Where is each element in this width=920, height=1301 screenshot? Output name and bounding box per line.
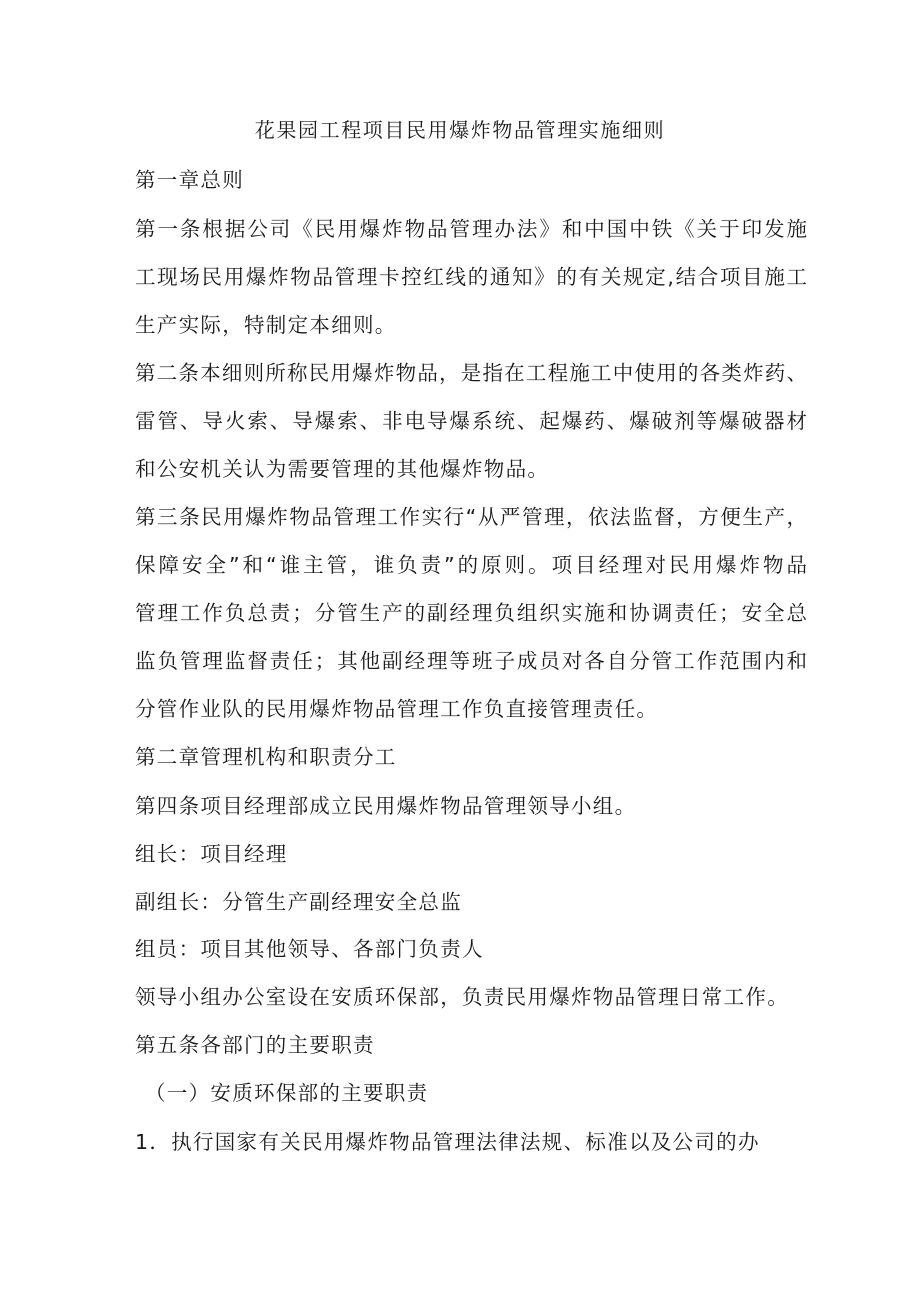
paragraph-line: 监负管理监督责任；其他副经理等班子成员对各自分管工作范围内和	[135, 649, 807, 673]
paragraph-line: 副组长：分管生产副经理安全总监	[135, 890, 462, 914]
document-title: 花果园工程项目民用爆炸物品管理实施细则	[254, 118, 666, 142]
paragraph-line: 第二条本细则所称民用爆炸物品，是指在工程施工中使用的各类炸药、	[135, 361, 807, 385]
paragraph-line: 第三条民用爆炸物品管理工作实行“从严管理，依法监督，方便生产，	[135, 505, 807, 529]
paragraph-line: 领导小组办公室设在安质环保部，负责民用爆炸物品管理日常工作。	[135, 985, 789, 1009]
chapter-heading: 第一章总则	[135, 168, 244, 192]
paragraph-line: 组长：项目经理	[135, 842, 288, 866]
paragraph-line: 分管作业队的民用爆炸物品管理工作负直接管理责任。	[135, 697, 659, 721]
paragraph-line: 保障安全”和“谁主管，谁负责”的原则。项目经理对民用爆炸物品	[135, 553, 807, 577]
list-item: 1．执行国家有关民用爆炸物品管理法律法规、标准以及公司的办	[135, 1130, 760, 1154]
paragraph-line: 生产实际，特制定本细则。	[135, 313, 397, 337]
paragraph-line: 管理工作负总责；分管生产的副经理负组织实施和协调责任；安全总	[135, 601, 807, 625]
paragraph-line: 雷管、导火索、导爆索、非电导爆系统、起爆药、爆破剂等爆破器材	[135, 409, 807, 433]
chapter-heading: 第二章管理机构和职责分工	[135, 745, 397, 769]
paragraph-line: 组员：项目其他领导、各部门负责人	[135, 937, 484, 961]
paragraph-line: 第一条根据公司《民用爆炸物品管理办法》和中国中铁《关于印发施	[135, 217, 807, 241]
paragraph-line: 第四条项目经理部成立民用爆炸物品管理领导小组。	[135, 794, 637, 818]
paragraph-line: 第五条各部门的主要职责	[135, 1033, 375, 1057]
paragraph-line: 工现场民用爆炸物品管理卡控红线的通知》的有关规定,结合项目施工	[135, 265, 807, 289]
paragraph-line: 和公安机关认为需要管理的其他爆炸物品。	[135, 457, 550, 481]
subsection-heading: （一）安质环保部的主要职责	[145, 1081, 429, 1105]
